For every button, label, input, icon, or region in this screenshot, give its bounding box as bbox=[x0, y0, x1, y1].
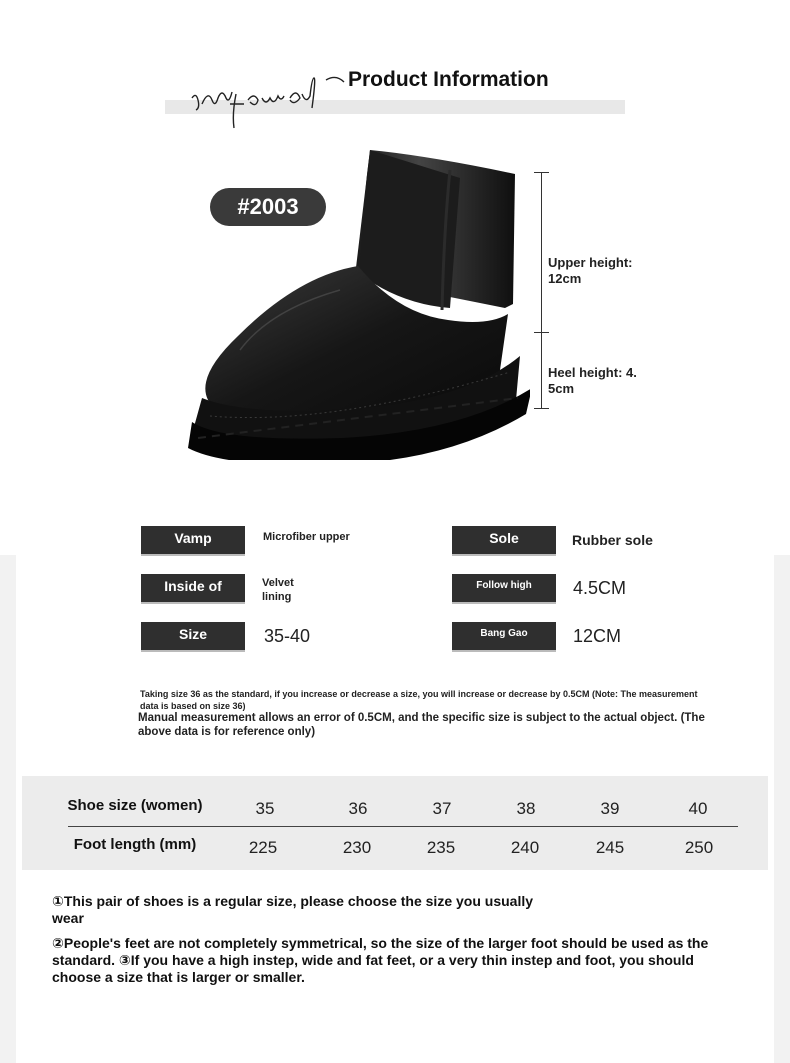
upper-height-label: Upper height: 12cm bbox=[548, 255, 633, 286]
size-cell: 37 bbox=[432, 799, 452, 818]
dimension-cap-bottom bbox=[534, 408, 549, 409]
size-cell: 40 bbox=[688, 799, 708, 818]
model-number-badge: #2003 bbox=[210, 188, 326, 226]
spec-value-inside: Velvet lining bbox=[262, 577, 294, 603]
spec-label-follow-high: Follow high bbox=[452, 574, 556, 602]
spec-value-size: 35-40 bbox=[264, 626, 311, 646]
script-logo bbox=[186, 70, 346, 130]
spec-label-size: Size bbox=[141, 622, 245, 650]
spec-label-sole: Sole bbox=[452, 526, 556, 554]
footnote-regular-size: ①This pair of shoes is a regular size, please choose the size you usually wear bbox=[52, 893, 534, 926]
left-background-strip bbox=[0, 555, 16, 1063]
length-cell: 225 bbox=[248, 838, 278, 857]
right-background-strip bbox=[774, 555, 790, 1063]
length-cell: 250 bbox=[684, 838, 714, 857]
heel-height-line bbox=[541, 332, 542, 408]
shoe-size-row-label: Shoe size (women) bbox=[67, 797, 203, 814]
heel-height-label: Heel height: 4. 5cm bbox=[548, 365, 637, 396]
size-cell: 35 bbox=[255, 799, 275, 818]
length-cell: 230 bbox=[342, 838, 372, 857]
spec-value-vamp: Microfiber upper bbox=[263, 531, 350, 543]
spec-value-bang-gao: 12CM bbox=[573, 626, 622, 646]
upper-height-line bbox=[541, 172, 542, 332]
length-cell: 240 bbox=[510, 838, 540, 857]
size-cell: 39 bbox=[600, 799, 620, 818]
foot-length-row-label: Foot length (mm) bbox=[73, 836, 197, 853]
measurement-note: Manual measurement allows an error of 0.5CM, and the specific size is subject to the actual object. (The above data is for reference only) bbox=[138, 712, 705, 738]
spec-label-inside: Inside of bbox=[141, 574, 245, 602]
size-table bbox=[22, 776, 768, 870]
spec-value-sole: Rubber sole bbox=[572, 532, 653, 548]
footnote-foot-symmetry: ②People's feet are not completely symmetrical, so the size of the larger foot should be used as the standard. ③If you have a high instep, wide and fat feet, or a very thin instep and foot, you should choose a size that is larger or smaller. bbox=[52, 935, 709, 985]
size-cell: 38 bbox=[516, 799, 536, 818]
size-cell: 36 bbox=[348, 799, 368, 818]
table-divider bbox=[68, 826, 738, 827]
spec-label-vamp: Vamp bbox=[141, 526, 245, 554]
length-cell: 245 bbox=[595, 838, 625, 857]
boot-image bbox=[180, 140, 530, 460]
size-standard-note: Taking size 36 as the standard, if you increase or decrease a size, you will increase or decrease by 0.5CM (Note: The measurement data is based on size 36) bbox=[140, 689, 698, 711]
spec-value-follow-high: 4.5CM bbox=[573, 578, 627, 598]
page-title: Product Information bbox=[348, 68, 549, 91]
length-cell: 235 bbox=[426, 838, 456, 857]
spec-label-bang-gao: Bang Gao bbox=[452, 622, 556, 650]
